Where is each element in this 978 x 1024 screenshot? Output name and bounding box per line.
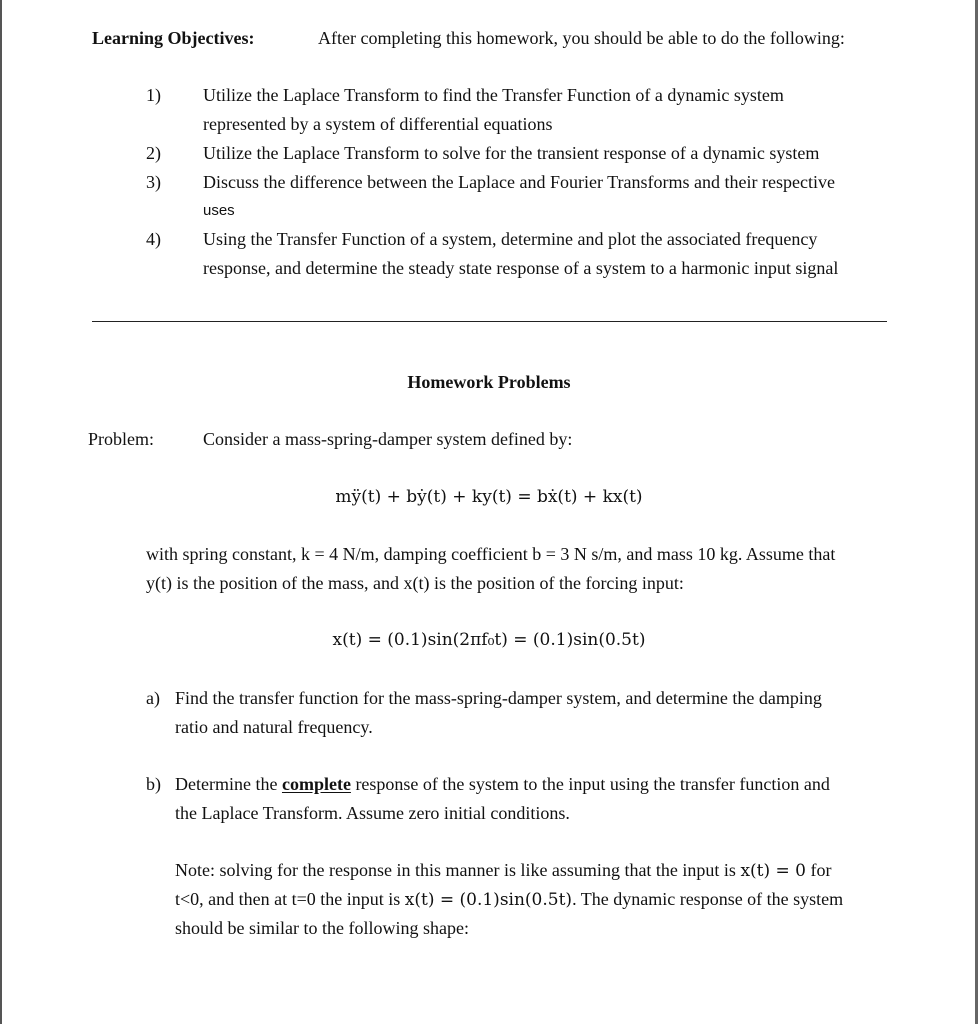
note-line: t<0, and then at t=0 the input is x(t) = (0.1)sin(0.5t). The dynamic response of the system (175, 889, 844, 910)
part-b-line: Determine the complete response of the system to the input using the transfer function and (175, 774, 830, 794)
equation-of-motion: mÿ(t) + bẏ(t) + ky(t) = bẋ(t) + kx(t) (335, 487, 643, 507)
complete-emphasis: complete (281, 774, 351, 794)
objective-text: uses (203, 202, 235, 219)
learning-objectives-heading: Learning Objectives: (92, 28, 255, 48)
note-line: should be similar to the following shape: (175, 918, 469, 938)
objective-text: Utilize the Laplace Transform to solve for the transient response of a dynamic system (203, 143, 820, 163)
section-divider (92, 321, 887, 322)
part-a-text: Find the transfer function for the mass-spring-damper system, and determine the damping (175, 688, 822, 708)
objective-text: Utilize the Laplace Transform to find the Transfer Function of a dynamic system (203, 85, 784, 105)
objective-number: 3) (146, 172, 161, 192)
objective-text: Using the Transfer Function of a system, determine and plot the associated frequency (203, 229, 818, 249)
objective-number: 4) (146, 229, 161, 249)
problem-description: y(t) is the position of the mass, and x(t) is the position of the forcing input: (146, 573, 684, 593)
objective-number: 1) (146, 85, 161, 105)
part-b-line: the Laplace Transform. Assume zero initial conditions. (175, 803, 570, 823)
problem-intro: Consider a mass-spring-damper system defined by: (203, 429, 573, 449)
objective-text: represented by a system of differential equations (203, 114, 553, 134)
problem-label: Problem: (88, 429, 154, 449)
learning-objectives-intro: After completing this homework, you should be able to do the following: (318, 28, 845, 48)
page-left-edge (0, 0, 2, 1024)
part-b-label: b) (146, 774, 161, 794)
problem-description: with spring constant, k = 4 N/m, damping coefficient b = 3 N s/m, and mass 10 kg. Assume that (146, 544, 836, 564)
objective-text: response, and determine the steady state response of a system to a harmonic input signal (203, 258, 839, 278)
part-a-label: a) (146, 688, 160, 708)
part-a-text: ratio and natural frequency. (175, 717, 373, 737)
objective-number: 2) (146, 143, 161, 163)
homework-title: Homework Problems (407, 372, 571, 392)
input-equation: x(t) = (0.1)sin(2πf₀t) = (0.1)sin(0.5t) (332, 630, 646, 650)
objective-text: Discuss the difference between the Laplace and Fourier Transforms and their respective (203, 172, 835, 192)
note-line: Note: solving for the response in this manner is like assuming that the input is x(t) = 0 for (175, 860, 832, 881)
